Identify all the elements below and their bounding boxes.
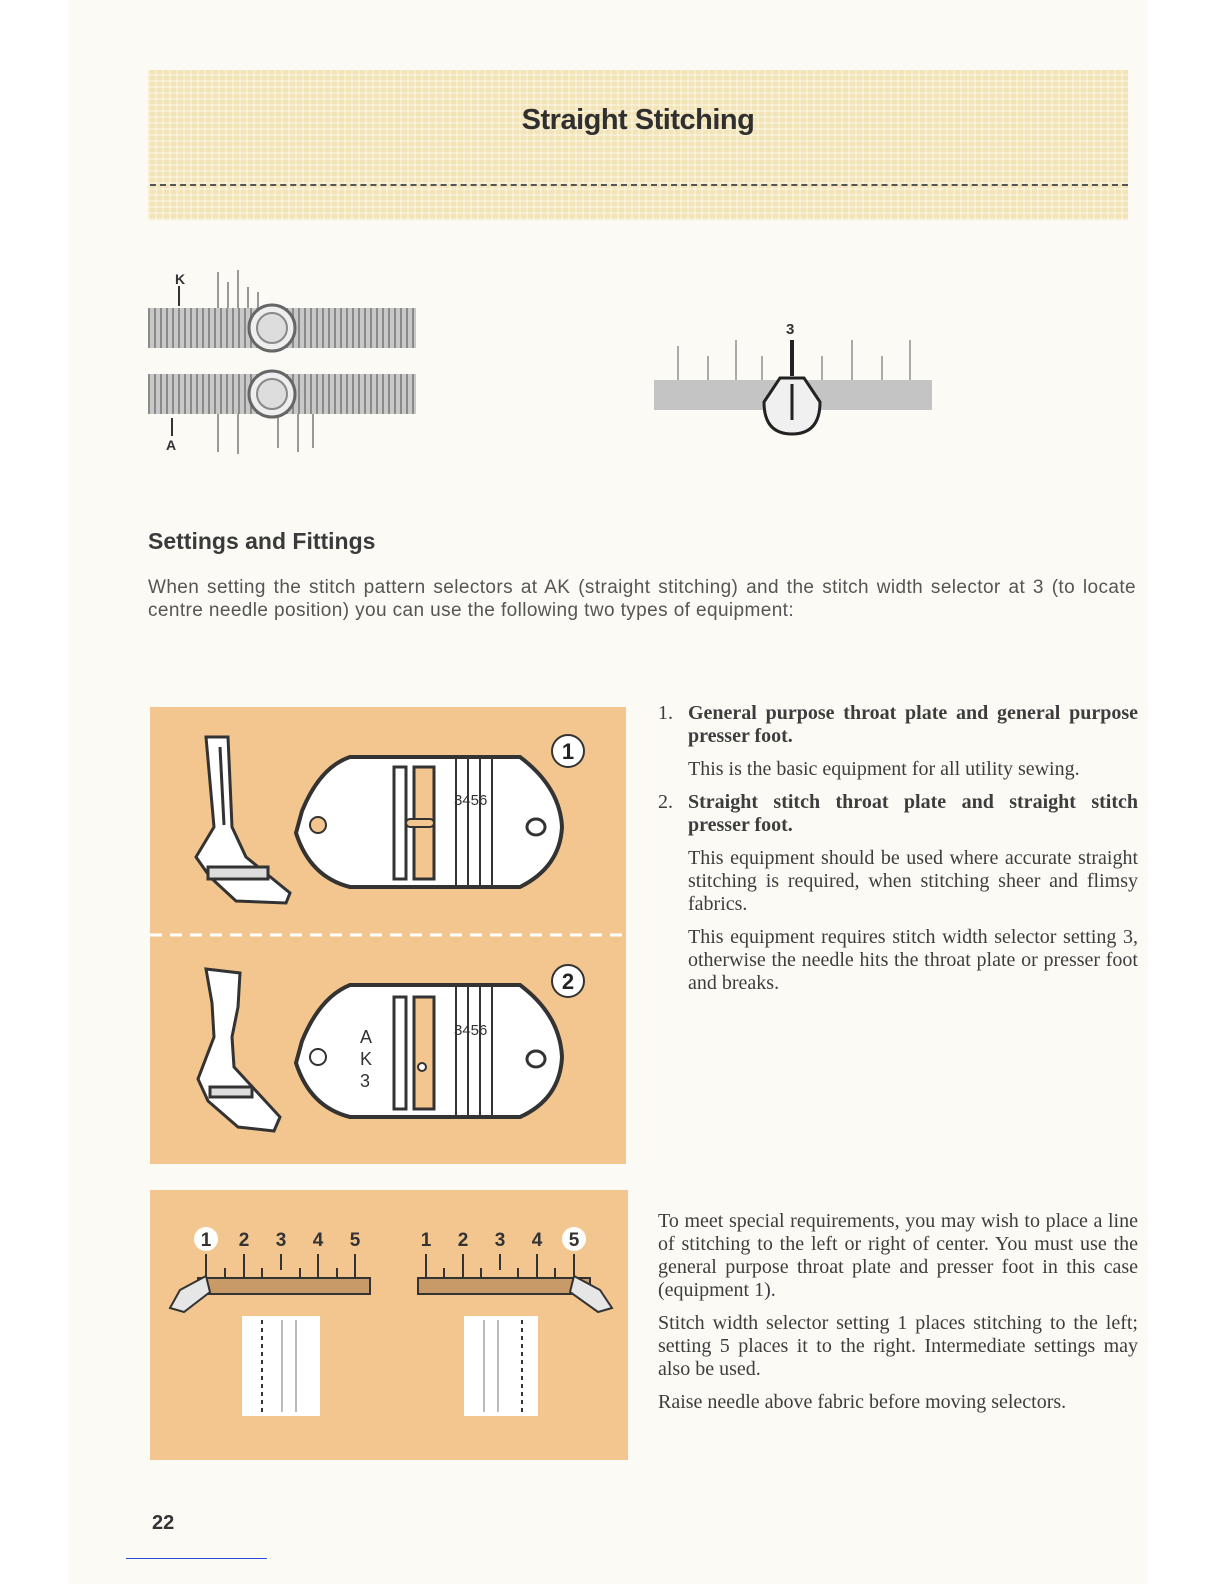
scale-right-5: 5 bbox=[568, 1230, 580, 1251]
scale-right-4: 4 bbox=[531, 1230, 543, 1251]
page-number: 22 bbox=[152, 1512, 175, 1534]
header-band bbox=[148, 70, 1128, 220]
scale-left-1: 1 bbox=[200, 1230, 212, 1251]
special-paragraph: Stitch width selector setting 1 places stitching to the left; setting 5 places it to the right. Intermediate settings may also be used. bbox=[658, 1312, 1138, 1380]
special-paragraph: To meet special requirements, you may wish to place a line of stitching to the left or right of center. You must use the general purpose throat plate and presser foot in this case (equipment 1). bbox=[658, 1210, 1138, 1301]
plate-scale-1: 3456 bbox=[454, 792, 488, 809]
scale-right-3: 3 bbox=[494, 1230, 506, 1251]
page-title: Straight Stitching bbox=[521, 104, 755, 136]
plate-mark-3: 3 bbox=[360, 1071, 371, 1091]
straight-stitch-throat-plate bbox=[296, 985, 562, 1117]
equipment-list bbox=[658, 702, 1138, 1005]
item-paragraph: This equipment requires stitch width selector setting 3, otherwise the needle hits the throat plate or presser foot and breaks. bbox=[688, 926, 1138, 994]
stitch-width-dial-illustration bbox=[652, 316, 934, 440]
general-purpose-presser-foot bbox=[196, 737, 290, 903]
badge-2: 2 bbox=[561, 969, 575, 994]
plate-scale-2: 3456 bbox=[454, 1022, 488, 1039]
scale-left-4: 4 bbox=[312, 1230, 324, 1251]
plate-mark-a: A bbox=[360, 1027, 373, 1047]
item-number: 2. bbox=[658, 791, 673, 813]
scale-right-1: 1 bbox=[420, 1230, 432, 1251]
scale-right-2: 2 bbox=[457, 1230, 469, 1251]
equipment-illustration-panel bbox=[150, 707, 626, 1164]
straight-stitch-presser-foot bbox=[198, 969, 280, 1131]
item-paragraph: This equipment should be used where accurate straight stitching is required, when stitching sheer and flimsy fabrics. bbox=[688, 847, 1138, 915]
scale-left-2: 2 bbox=[238, 1230, 250, 1251]
scale-left-5: 5 bbox=[349, 1230, 361, 1251]
special-paragraph: Raise needle above fabric before moving selectors. bbox=[658, 1391, 1067, 1413]
header-dashed-line bbox=[150, 184, 1128, 186]
plate-mark-k: K bbox=[360, 1049, 373, 1069]
pattern-selector-dial-illustration bbox=[148, 262, 418, 462]
list-item bbox=[658, 791, 1138, 995]
section-heading: Settings and Fittings bbox=[148, 528, 376, 554]
item-number: 1. bbox=[658, 702, 673, 724]
dial-mark-3: 3 bbox=[786, 321, 795, 338]
item-title: Straight stitch throat plate and straight stitch presser foot. bbox=[688, 791, 1138, 836]
dial-mark-a: A bbox=[166, 437, 177, 453]
intro-paragraph: When setting the stitch pattern selectors at AK (straight stitching) and the stitch width selector at 3 (to locate centre needle position) you can use the following two types of equipment: bbox=[148, 577, 1136, 621]
badge-1: 1 bbox=[561, 739, 575, 764]
throat-plates-illustration bbox=[150, 707, 626, 1164]
special-requirements-text bbox=[658, 1210, 1138, 1424]
needle-position-illustration bbox=[150, 1190, 628, 1460]
scale-right bbox=[418, 1227, 612, 1416]
item-title: General purpose throat plate and general purpose presser foot. bbox=[688, 702, 1138, 747]
general-purpose-throat-plate bbox=[296, 757, 562, 887]
item-paragraph: This is the basic equipment for all utility sewing. bbox=[688, 758, 1080, 780]
scale-left-3: 3 bbox=[275, 1230, 287, 1251]
list-item bbox=[658, 702, 1138, 781]
needle-position-illustration-panel bbox=[150, 1190, 628, 1460]
scale-left bbox=[170, 1227, 370, 1416]
dial-mark-k: K bbox=[175, 271, 186, 287]
footer-rule bbox=[126, 1558, 267, 1559]
